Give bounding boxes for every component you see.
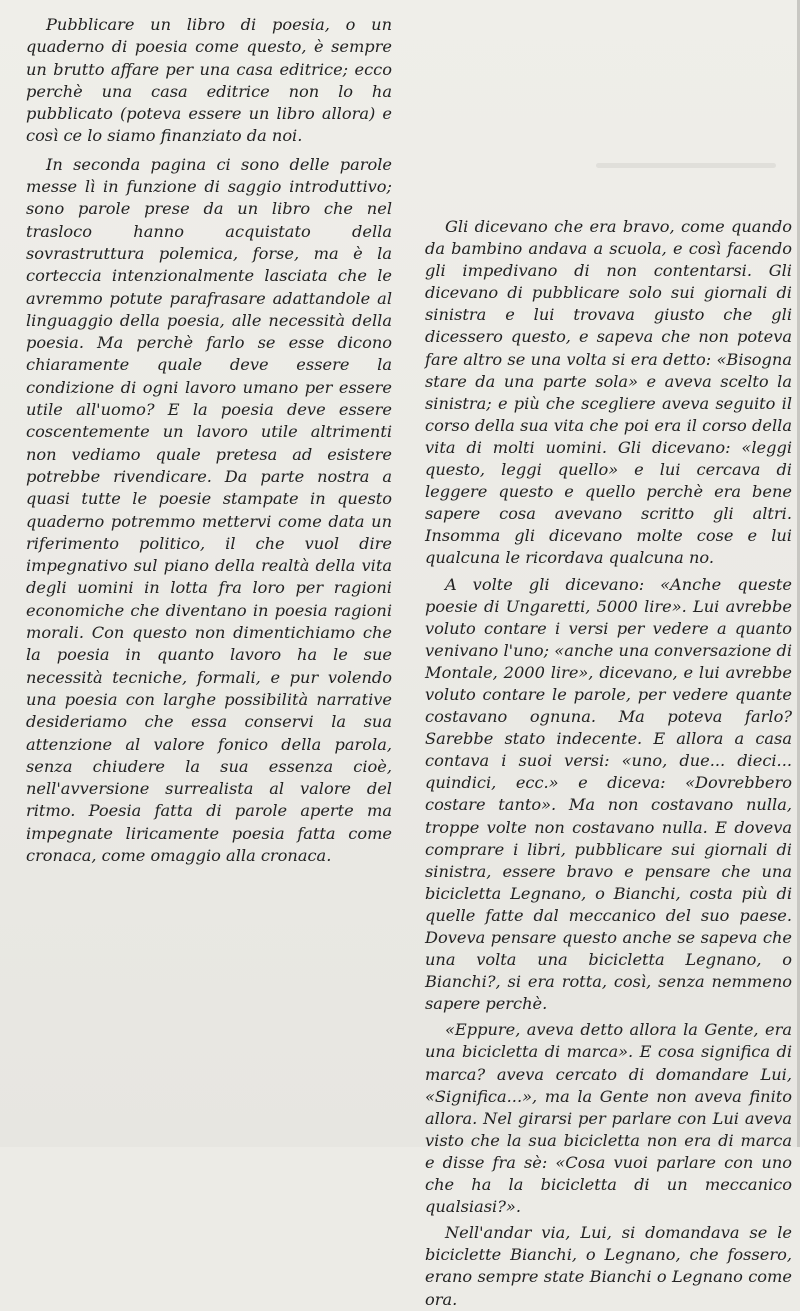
paragraph-right-2: A volte gli dicevano: «Anche queste poesie di Ungaretti, 5000 lire». Lui avrebbe voluto contare i versi per vedere a quanto venivano l'uno; «anche una conversazione di Montale, 2000 lire», dicevano, e lui avrebbe voluto contare le parole, per vedere quante costavano ognuna. Ma poteva farlo? Sarebbe stato indecente. E allora a casa contava i suoi versi: «uno, due... dieci... quindici, ecc.» e diceva: «Dovrebbero costare tanto». Ma non costavano nulla, troppe volte non costavano nulla. E doveva comprare i libri, pubblicare sui giornali di sinistra, essere bravo e pensare che una bicicletta Legnano, o Bianchi, costa più di quelle fatte dal meccanico del suo paese. Doveva pensare questo anche se sapeva che una volta una bicicletta Legnano, o Bianchi?, si era rotta, così, senza nemmeno sapere perchè. [425, 574, 792, 1014]
ink-smudge [596, 163, 776, 168]
paragraph-left-1: Pubblicare un libro di poesia, o un quaderno di poesia come questo, è sempre un brutto affare per una casa editrice; ecco perchè una casa editrice non lo ha pubblicato (poteva essere un libro allora) e così ce lo siamo finanziato da noi. [26, 15, 392, 146]
left-column [26, 14, 392, 867]
paragraph-left-2: In seconda pagina ci sono delle parole messe lì in funzione di saggio introduttivo; sono parole prese da un libro che nel trasloco hanno acquistato della sovrastruttura polemica, forse, ma è la corteccia intenzionalmente lasciata che le avremmo potute parafrasare adattandole al linguaggio della poesia, alle necessità della poesia. Ma perchè farlo se esse dicono chiaramente quale deve essere la condizione di ogni lavoro umano per essere utile all'uomo? E la poesia deve essere coscentemente un lavoro utile altrimenti non vediamo quale pretesa ad esistere potrebbe rivendicare. Da parte nostra a quasi tutte le poesie stampate in questo quaderno potremmo mettervi come data un riferimento politico, il che vuol dire impegnativo sul piano della realtà della vita degli uomini in lotta fra loro per ragioni economiche che diventano in poesia ragioni morali. Con questo non dimentichiamo che la poesia in quanto lavoro ha le sue necessità tecniche, formali, e pur volendo una poesia con larghe possibilità narrative desideriamo che essa conservi la sua attenzione al valore fonico della parola, senza chiudere la sua essenza cioè, nell'avversione surrealista al valore del ritmo. Poesia fatta di parole aperte ma impegnate liricamente poesia fatta come cronaca, come omaggio alla cronaca. [26, 154, 392, 865]
right-column [425, 216, 792, 1311]
paragraph-right-1: Gli dicevano che era bravo, come quando da bambino andava a scuola, e così facendo gli impedivano di non contentarsi. Gli dicevano di pubblicare solo sui giornali di sinistra e lui trovava giusto che gli dicessero questo, e sapeva che non poteva fare altro se una volta si era detto: «Bisogna stare da una parte sola» e aveva scelto la sinistra; e più che scegliere aveva seguito il corso della sua vita che poi era il corso della vita di molti uomini. Gli dicevano: «leggi questo, leggi quello» e lui cercava di leggere questo e quello perchè era bene sapere cosa avevano scritto gli altri. Insomma gli dicevano molte cose e lui qualcuna le ricordava qualcuna no. [425, 217, 792, 568]
paragraph-right-3: «Eppure, aveva detto allora la Gente, era una bicicletta di marca». E cosa significa di marca? aveva cercato di domandare Lui, «Significa...», ma la Gente non aveva finito allora. Nel girarsi per parlare con Lui aveva visto che la sua bicicletta non era di marca e disse fra sè: «Cosa vuoi parlare con uno che ha la bicicletta di un meccanico qualsiasi?». [425, 1020, 792, 1217]
paragraph-right-4: Nell'andar via, Lui, si domandava se le biciclette Bianchi, o Legnano, che fossero, erano sempre state Bianchi o Legnano come ora. [425, 1223, 792, 1309]
